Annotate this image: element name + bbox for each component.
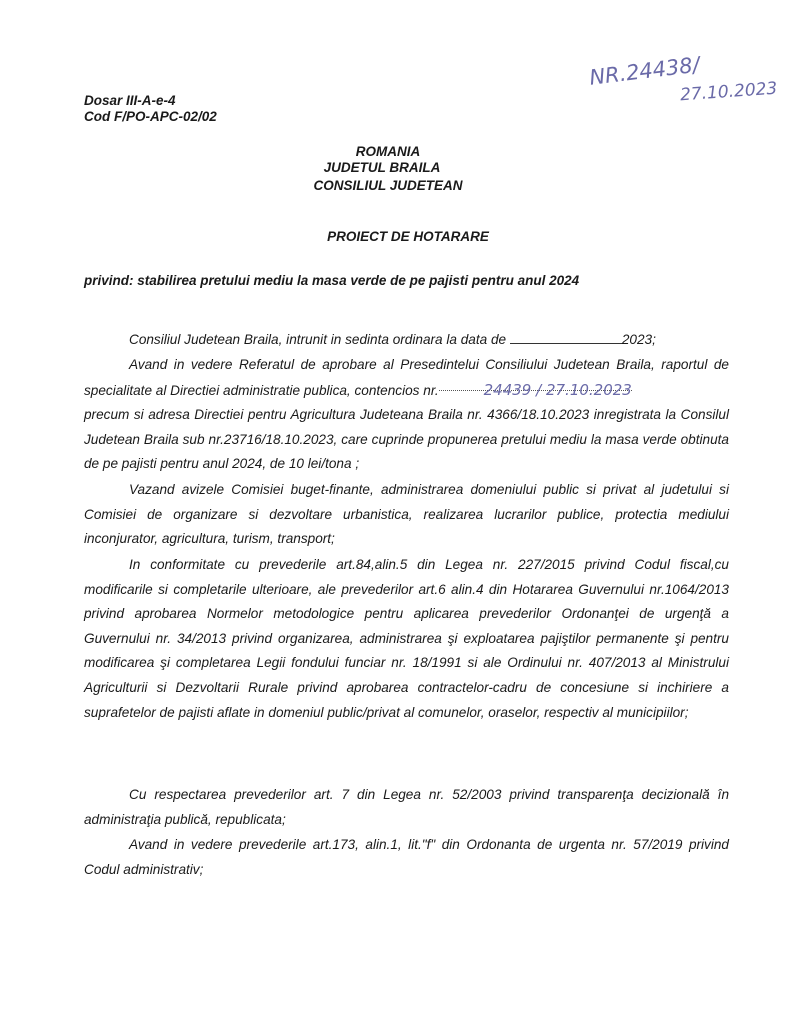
paragraph-3: Vazand avizele Comisiei buget-finante, administrarea domeniului public si privat al judetului si Comisiei de organizare si dezvoltare urbanistica, realizarea lucrarilor publice, protectia mediului inconjurator, agricultura, turism, transport; xyxy=(84,482,729,547)
date-blank-line xyxy=(510,331,622,344)
referat-date: 27.10.2023 xyxy=(545,380,632,399)
paragraph-5: Cu respectarea prevederilor art. 7 din Legea nr. 52/2003 privind transparenţa decizională în administraţia publică, republicata; xyxy=(84,787,729,827)
paragraph-2-text-b: precum si adresa Directiei pentru Agricultura Judeteana Braila nr. 4366/18.10.2023 inregistrata la Consilul Judetean Braila sub nr.23716/18.10.2023, care cuprinde propunerea pretului mediu la masa verde obtinuta de pe pajisti pentru anul 2024, de 10 lei/tona ; xyxy=(84,407,729,472)
paragraph-1-text: Consiliul Judetean Braila, intrunit in sedinta ordinara la data de xyxy=(129,332,510,347)
paragraph-4: In conformitate cu prevederile art.84,alin.5 din Legea nr. 227/2015 privind Codul fiscal,cu modificarile si completarile ulterioare, ale prevederilor art.6 alin.4 din Hotararea Guvernului nr.1064/2013 privind aprobarea Normelor metodologice pentru aplicarea prevederilor Ordonanţei de urgenţă a Guvernului nr. 34/2013 privind organizarea, administrarea şi exploatarea pajiştilor permanente şi pentru modificarea şi completarea Legii fondului funciar nr. 18/1991 si ale Ordinului nr. 407/2013 al Ministrului Agriculturii si Dezvoltarii Rurale privind aprobarea contractelor-cadru de concesiune si inchiriere a suprafetelor de pajisti aflate in domeniul public/privat al comunelor, oraselor, respectiv al municipiilor; xyxy=(84,557,729,720)
paragraph-2-text-a: Avand in vedere Referatul de aprobare al Presedintelui Consiliului Judetean Braila, raportul de specialitate al Directiei administratie publica, contencios nr. xyxy=(84,357,729,398)
paragraph-1 xyxy=(84,328,729,353)
county-heading: JUDETUL BRAILA xyxy=(323,160,441,175)
country-heading: ROMANIA xyxy=(355,144,421,159)
form-code: Cod F/PO-APC-02/02 xyxy=(84,109,217,124)
document-subject: privind: stabilirea pretului mediu la masa verde de pe pajisti pentru anul 2024 xyxy=(84,273,580,288)
referat-number: 24439 xyxy=(483,380,532,399)
referat-number-handwriting xyxy=(439,378,632,399)
paragraph-1-year: 2023; xyxy=(621,332,656,347)
dossier-block xyxy=(84,93,217,125)
paragraph-2 xyxy=(84,353,729,477)
registration-date-handwriting xyxy=(679,79,778,106)
document-title: PROIECT DE HOTARARE xyxy=(327,229,489,244)
referat-separator: / xyxy=(536,380,542,399)
registration-date: 27.10.2023 xyxy=(679,78,778,106)
council-heading: CONSILIUL JUDETEAN xyxy=(313,178,463,193)
dossier-number: Dosar III-A-e-4 xyxy=(84,93,176,108)
registration-number: NR.24438/ xyxy=(588,52,701,90)
paragraph-6: Avand in vedere prevederile art.173, alin.1, lit."f" din Ordonanta de urgenta nr. 57/2019 privind Codul administrativ; xyxy=(84,837,729,877)
